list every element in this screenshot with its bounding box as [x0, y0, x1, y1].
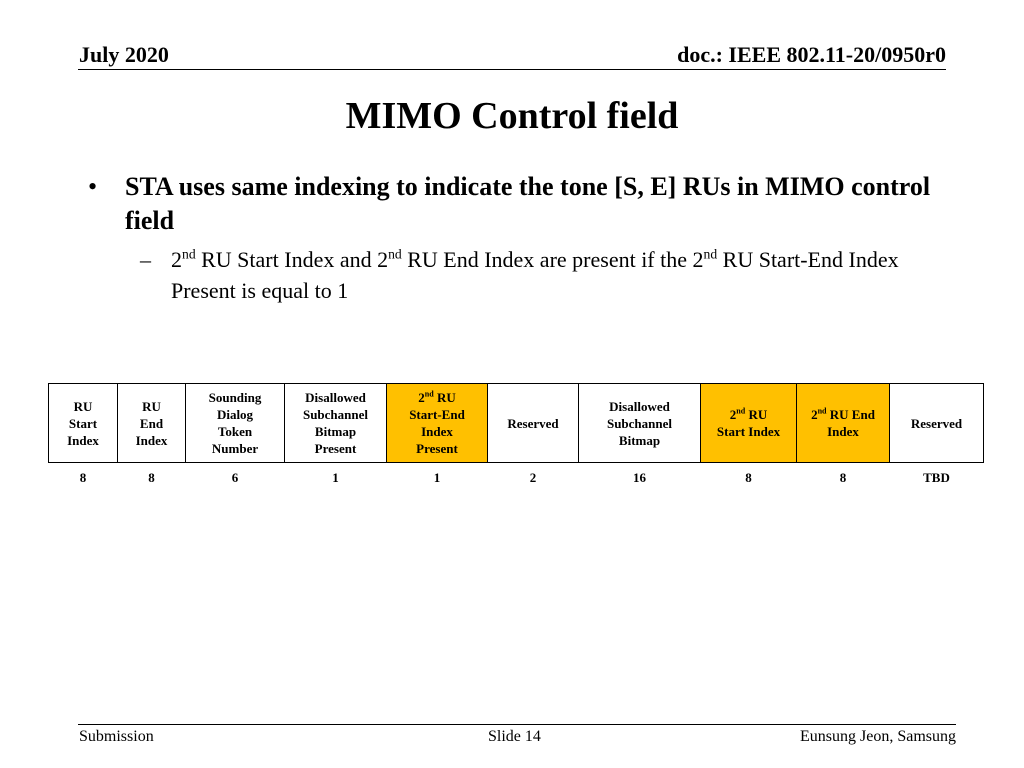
field-name-cell: RU Start Index	[49, 384, 118, 463]
field-bits-cell: TBD	[923, 469, 950, 485]
field-bits-cell: 8	[745, 469, 752, 485]
bullet-dot-icon: •	[88, 172, 98, 201]
mimo-control-field-table	[48, 383, 984, 491]
footer-author: Eunsung Jeon, Samsung	[800, 728, 956, 745]
field-bits-cell: 8	[148, 469, 155, 485]
field-name-cell: 2nd RU End Index	[797, 384, 890, 463]
bullet2-text: 2	[171, 247, 182, 272]
field-bits-cell: 1	[433, 469, 441, 485]
header-date: July 2020	[79, 42, 169, 67]
footer-submission: Submission	[79, 728, 154, 745]
field-name-cell: Reserved	[488, 384, 579, 463]
field-name-cell: 2nd RU Start-End Index Present	[387, 384, 488, 463]
slide-title: MIMO Control field	[345, 95, 679, 137]
field-name-cell: Disallowed Subchannel Bitmap Present	[285, 384, 387, 463]
field-bits-cell: 8	[839, 469, 847, 485]
bullet2-sup: nd	[182, 246, 196, 262]
field-names-row	[49, 384, 984, 463]
header-doc-id: doc.: IEEE 802.11-20/0950r0	[677, 42, 946, 67]
field-bits-cell: 2	[529, 469, 537, 485]
bullet2-text: RU End Index are present if the 2	[401, 247, 704, 272]
field-name-cell: 2nd RU Start Index	[701, 384, 797, 463]
bullet-level2	[171, 244, 931, 306]
field-name-cell: Disallowed Subchannel Bitmap	[579, 384, 701, 463]
footer-divider	[78, 724, 956, 725]
header-divider	[78, 69, 946, 70]
field-bits-cell: 6	[231, 469, 239, 485]
bullet-dash-icon: –	[140, 247, 151, 272]
bullet2-sup: nd	[388, 246, 402, 262]
field-bits-row	[49, 463, 984, 492]
bullet2-text: RU Start-End Index Present is equal to 1	[171, 247, 899, 303]
field-name-cell: Reserved	[890, 384, 984, 463]
field-bits-cell: 1	[332, 469, 339, 485]
field-bits-cell: 8	[79, 469, 87, 485]
field-bits-cell: 16	[633, 469, 646, 485]
bullet2-sup: nd	[703, 246, 718, 262]
footer-slide-number: Slide 14	[488, 728, 541, 745]
field-name-cell: Sounding Dialog Token Number	[186, 384, 285, 463]
bullet2-text: RU Start Index and 2	[195, 247, 389, 272]
field-name-cell: RU End Index	[118, 384, 186, 463]
bullet-level1: STA uses same indexing to indicate the tone [S, E] RUs in MIMO control field	[125, 172, 931, 235]
